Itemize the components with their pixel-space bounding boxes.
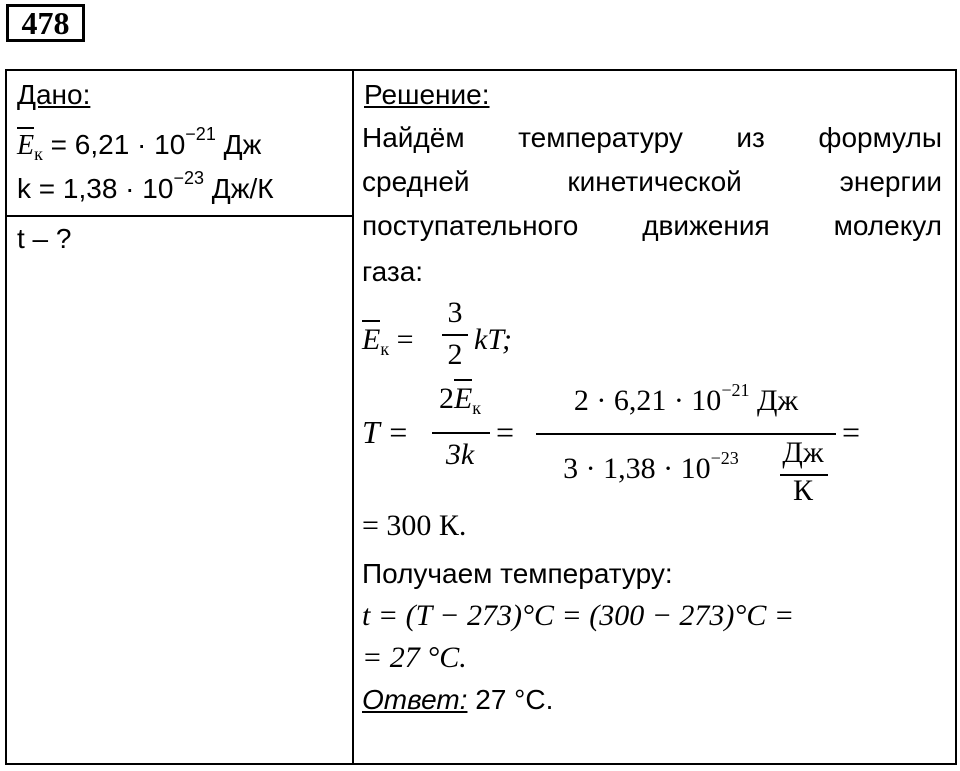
answer-line: [362, 682, 553, 718]
energy-symbol: E: [17, 127, 34, 161]
equals-sign-1: =: [496, 414, 515, 450]
frac-bar-2: [432, 432, 490, 434]
energy-value: = 6,21 · 10: [50, 129, 186, 160]
k-exponent: −23: [173, 168, 204, 188]
energy-exponent: −21: [185, 124, 216, 144]
k-value: k = 1,38 · 10: [17, 173, 174, 204]
t-denominator: 3k: [445, 438, 475, 471]
given-k: [17, 168, 274, 207]
energy-unit: Дж: [223, 129, 262, 160]
result-T: = 300 К.: [362, 509, 467, 542]
answer-label: Ответ:: [362, 684, 468, 715]
t-formula: t = (T − 273)°C = (300 − 273)°C =: [362, 599, 795, 632]
given-energy: [17, 124, 262, 164]
unit-numerator: Дж: [782, 436, 824, 469]
answer-value: 27 °С.: [475, 684, 554, 715]
frac-bar-3: [536, 433, 836, 435]
t-lhs: T =: [362, 414, 409, 450]
intro-line-1: Найдём температуру из формулы: [362, 122, 942, 153]
unit-denominator: К: [792, 474, 813, 507]
energy-subscript: к: [34, 144, 43, 164]
solution-header: Решение:: [364, 79, 490, 110]
frac-three: 3: [447, 296, 463, 329]
given-header: Дано:: [17, 79, 91, 110]
intro-line-4: газа:: [362, 256, 424, 287]
find-quantity: t – ?: [17, 223, 72, 254]
frac-bar-1: [442, 334, 468, 336]
problem-number: 478: [6, 4, 85, 42]
formula1-lhs: $E_к$ =: [362, 322, 414, 358]
intro-line-2: средней кинетической энергии: [362, 166, 942, 197]
frac-two: 2: [447, 338, 463, 371]
column-divider: [352, 71, 354, 763]
big-denominator: $3 \cdot 1,38 \cdot 10^{-23}$: [563, 448, 739, 485]
intro-line-3: поступательного движения молекул: [362, 210, 942, 241]
given-divider: [7, 215, 352, 217]
get-temp-text: Получаем температуру:: [362, 558, 673, 589]
big-numerator: $2 \cdot 6,21 \cdot 10^{-21}$ Дж: [573, 380, 799, 417]
t-result: = 27 °C.: [362, 641, 467, 674]
k-unit: Дж/К: [211, 173, 274, 204]
t-numerator: $2E_к$: [428, 382, 492, 416]
equals-sign-2: =: [842, 414, 861, 450]
formula1-rhs: kT;: [474, 323, 513, 356]
